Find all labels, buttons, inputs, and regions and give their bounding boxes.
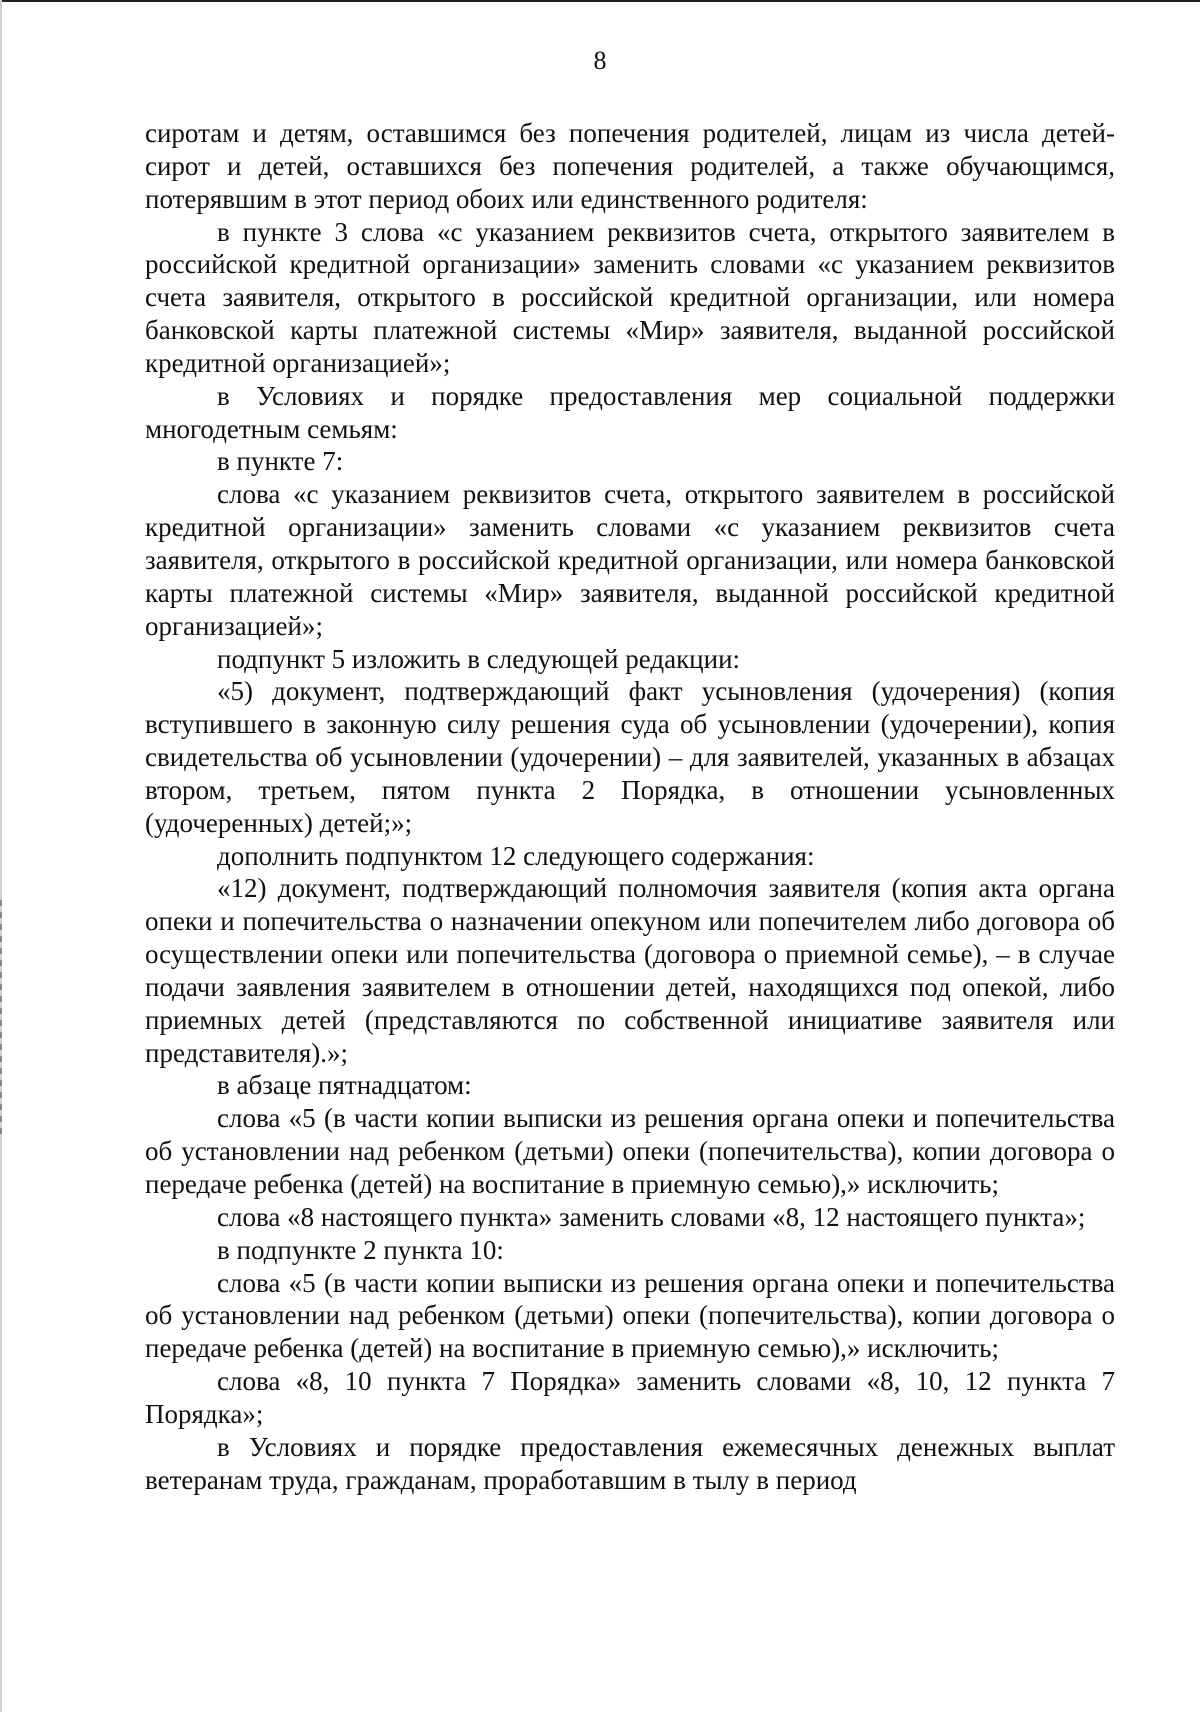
paragraph: в Условиях и порядке предоставления мер социальной поддержки многодетным семьям: — [145, 380, 1115, 444]
paragraph: в пункте 7: — [217, 446, 344, 477]
document-body — [145, 117, 1115, 1496]
paragraph: подпункт 5 изложить в следующей редакции: — [217, 643, 741, 674]
paragraph: слова «8 настоящего пункта» заменить словами «8, 12 настоящего пункта»; — [217, 1201, 1086, 1232]
paragraph: в абзаце пятнадцатом: — [217, 1070, 472, 1101]
scan-binding-marks — [0, 900, 2, 1140]
paragraph: в пункте 3 слова «с указанием реквизитов счета, открытого заявителем в российской кредитной организации» заменить словами «с указанием реквизитов счета заявителя, открытого в российской кредитной организации, или номера банковской карты платежной системы «Мир» заявителя, выданной российской кредитной организацией»; — [145, 216, 1115, 378]
paragraph: «12) документ, подтверждающий полномочия заявителя (копия акта органа опеки и попечительства о назначении опекуном или попечителем либо договора об осуществлении опеки или попечительства (договора о приемной семье), – в случае подачи заявления заявителем в отношении детей, находящихся под опекой, либо приемных детей (представляются по собственной инициативе заявителя или представителя).»; — [145, 873, 1115, 1068]
scan-left-edge — [0, 0, 2, 1712]
paragraph: дополнить подпунктом 12 следующего содержания: — [217, 840, 815, 871]
paragraph: слова «8, 10 пункта 7 Порядка» заменить словами «8, 10, 12 пункта 7 Порядка»; — [145, 1366, 1115, 1429]
paragraph: слова «с указанием реквизитов счета, открытого заявителем в российской кредитной организации» заменить словами «с указанием реквизитов счета заявителя, открытого в российской кредитной организации, или номера банковской карты платежной системы «Мир» заявителя, выданной российской кредитной организацией»; — [145, 479, 1115, 641]
paragraph: в подпункте 2 пункта 10: — [217, 1234, 504, 1265]
paragraph: сиротам и детям, оставшимся без попечения родителей, лицам из числа детей-сирот и детей, оставшихся без попечения родителей, а также обучающимся, потерявшим в этот период обоих или единственного родителя: — [145, 118, 1115, 214]
paragraph: в Условиях и порядке предоставления ежемесячных денежных выплат ветеранам труда, гражданам, проработавшим в тылу в период — [145, 1431, 1115, 1495]
paragraph: слова «5 (в части копии выписки из решения органа опеки и попечительства об установлении над ребенком (детьми) опеки (попечительства), копии договора о передаче ребенка (детей) на воспитание в приемную семью),» исключить; — [145, 1103, 1115, 1199]
page-number: 8 — [593, 46, 607, 75]
paragraph: слова «5 (в части копии выписки из решения органа опеки и попечительства об установлении над ребенком (детьми) опеки (попечительства), копии договора о передаче ребенка (детей) на воспитание в приемную семью),» исключить; — [145, 1267, 1115, 1364]
paragraph: «5) документ, подтверждающий факт усыновления (удочерения) (копия вступившего в законную силу решения суда об усыновлении (удочерении), копия свидетельства об усыновлении (удочерении) – для заявителей, указанных в абзацах втором, третьем, пятом пункта 2 Порядка, в отношении усыновленных (удочеренных) детей;»; — [145, 676, 1115, 838]
page-top-border — [0, 0, 1200, 2]
